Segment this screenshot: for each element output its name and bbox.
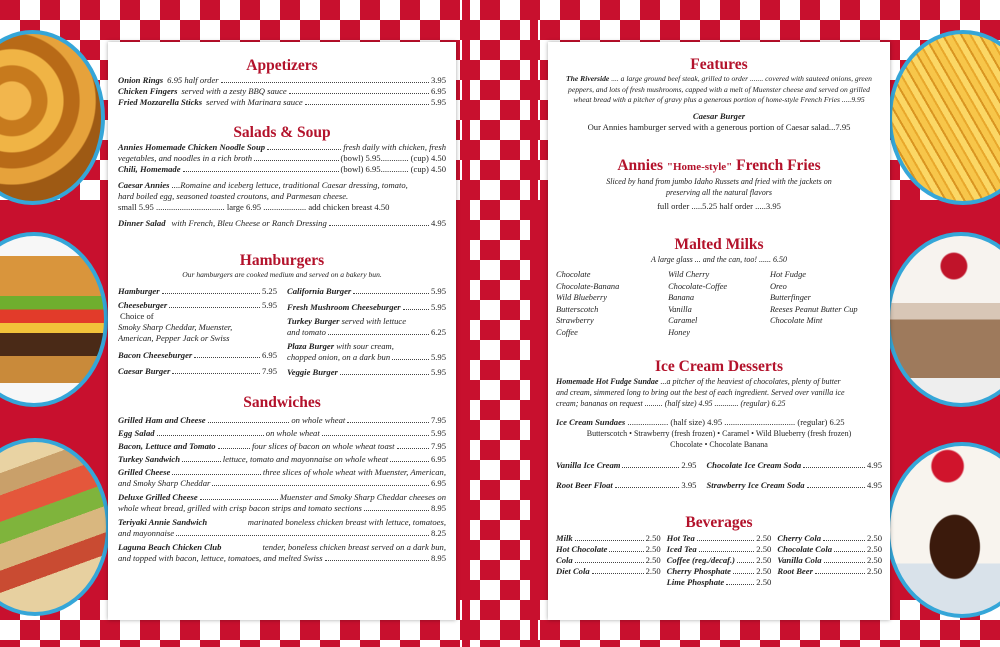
menu-item: [118, 454, 446, 465]
menu-item: [118, 218, 446, 229]
item-name: Cheeseburger: [118, 300, 168, 310]
choice-note: Smoky Sharp Cheddar, Muenster,: [118, 322, 233, 332]
item-name: Chocolate Cola: [777, 544, 833, 554]
item-name: Root Beer Float: [556, 480, 613, 490]
item-desc: with French, Bleu Cheese or Ranch Dressing: [171, 218, 327, 228]
item-desc: served with a zesty BBQ sauce: [181, 86, 287, 96]
flavor: Banana: [668, 293, 695, 303]
item-price: 2.50: [645, 533, 661, 543]
menu-item: [118, 86, 446, 97]
menu-item: [706, 460, 882, 471]
item-desc: and Smoky Sharp Cheddar: [118, 478, 211, 488]
fries-title: [556, 157, 882, 176]
choice-note: American, Pepper Jack or Swiss: [118, 333, 230, 343]
ice-cream-title: Ice Cream Desserts: [655, 358, 783, 375]
menu-item: [556, 566, 661, 577]
item-price: 6.95: [430, 454, 447, 464]
menu-item: [118, 467, 446, 478]
item-desc: ....Romaine and iceberg lettuce, traditional Caesar dressing, tomato,: [171, 180, 408, 190]
item-price: small 5.95 ................................ large 6.95 .................... add chicken breast 4.50: [118, 202, 390, 212]
menu-item: [118, 542, 446, 553]
item-desc: on whole wheat: [265, 428, 320, 438]
item-desc: ...a pitcher of the heaviest of chocolates, plenty of butter: [660, 377, 841, 386]
menu-item: [556, 480, 696, 491]
menu-item: [287, 341, 446, 352]
item-price: 4.95: [430, 218, 446, 228]
item-name: Onion Rings: [118, 75, 164, 85]
item-name: Milk: [556, 533, 573, 543]
sandwiches-title: Sandwiches: [243, 394, 321, 411]
item-price: 4.95: [866, 480, 882, 490]
hamburgers-title: Hamburgers: [239, 252, 325, 269]
item-name: Root Beer: [777, 566, 813, 576]
item-name: Vanilla Cola: [777, 555, 822, 565]
item-price: 2.50: [866, 533, 883, 543]
malts-title: Malted Milks: [674, 236, 764, 253]
flavor: Honey: [668, 327, 690, 337]
flavor: Chocolate Mint: [769, 316, 823, 326]
item-price: 2.50: [645, 544, 661, 554]
item-price: 6.95: [430, 86, 446, 96]
menu-item: [556, 417, 882, 428]
item-desc: hard boiled egg, seasoned toasted croutons, and Parmesan cheese.: [118, 191, 349, 201]
item-name: Caesar Burger: [118, 366, 171, 376]
menu-item: [667, 544, 772, 555]
menu-item: [777, 566, 882, 577]
beverages-title: Beverages: [685, 514, 753, 531]
item-name: Cola: [556, 555, 573, 565]
menu-item: [118, 553, 446, 564]
item-desc: lettuce, tomato and mayonnaise on whole wheat: [222, 454, 389, 464]
menu-item: [556, 376, 882, 387]
menu-item: [287, 302, 446, 313]
item-desc: preserving all the natural flavors: [666, 188, 772, 197]
features-title: Features: [690, 56, 748, 73]
menu-item: [118, 492, 446, 503]
item-price: 5.95: [430, 286, 446, 296]
item-desc: served with lettuce: [341, 316, 407, 326]
item-price: 6.25: [430, 327, 446, 337]
item-name: Ice Cream Sundaes: [556, 417, 626, 427]
item-desc: Butterscotch • Strawberry (fresh frozen) • Caramel • Wild Blueberry (fresh frozen): [586, 429, 852, 438]
item-name: Diet Cola: [556, 566, 590, 576]
item-desc: marinated boneless chicken breast with lettuce, tomatoes,: [247, 517, 446, 527]
item-price: ................... (half size) 4.95 ................................. (regular) 6.25: [627, 417, 845, 427]
item-price: 5.25: [261, 286, 277, 296]
item-price: 7.95: [430, 441, 446, 451]
menu-item: [287, 327, 446, 338]
item-price: (bowl) 6.95............. (cup) 4.50: [340, 164, 446, 174]
item-name: Bacon, Lettuce and Tomato: [118, 441, 216, 451]
item-name: Grilled Ham and Cheese: [118, 415, 206, 425]
flavor: Coffee: [556, 327, 578, 337]
french-fries-photo: [888, 30, 1000, 205]
item-price: 2.50: [866, 555, 883, 565]
item-name: Coffee (reg./decaf.): [666, 555, 735, 565]
item-name: Fresh Mushroom Cheeseburger: [287, 302, 401, 312]
item-desc: and mayonnaise: [118, 528, 175, 538]
item-desc: chopped onion, on a dark bun: [287, 352, 391, 362]
ice-cream-section: [556, 358, 882, 491]
item-desc: and topped with bacon, lettuce, tomatoes, and melted Swiss: [118, 553, 323, 563]
item-name: Hot Chocolate: [556, 544, 608, 554]
menu-item: [118, 164, 446, 175]
menu-item: [118, 153, 446, 164]
item-desc: wheat bread with a pitcher of gravy plus a generous portion of home-style French Fries .....9.95: [573, 95, 865, 104]
appetizers-section: [118, 57, 446, 108]
item-desc: Our Annies hamburger served with a generous portion of Caesar salad...7.95: [587, 121, 851, 132]
item-desc: served with Marinara sauce: [206, 97, 303, 107]
item-price: 2.50: [756, 555, 772, 565]
item-desc: 6.95 half order: [167, 75, 219, 85]
menu-item: [118, 75, 446, 86]
flavor: Wild Cherry: [668, 270, 710, 279]
menu-item: [118, 97, 446, 108]
menu-item: [118, 415, 446, 426]
right-menu-panel: [548, 42, 890, 620]
item-name: Annies Homemade Chicken Noodle Soup: [118, 142, 266, 152]
item-price: 5.95: [430, 302, 446, 312]
item-desc: .... a large ground beef steak, grilled to order ....... covered with sauteed onions, green: [611, 74, 872, 83]
malts-flavors: [556, 269, 882, 339]
item-price: 5.95: [430, 428, 447, 438]
item-price: 2.50: [866, 566, 883, 576]
item-name: Dinner Salad: [118, 218, 166, 228]
item-desc: Sliced by hand from jumbo Idaho Russets and fried with the jackets on: [606, 177, 832, 186]
menu-item: [118, 428, 446, 439]
salads-section: [118, 124, 446, 229]
item-desc: cream; bananas on request ......... (half size) 4.95 ............ (regular) 6.25: [556, 399, 786, 408]
menu-item: [667, 533, 772, 544]
flavor: Vanilla: [668, 304, 692, 314]
flavor: Butterscotch: [556, 304, 599, 314]
item-price: 2.50: [756, 577, 772, 587]
menu-item: [287, 367, 446, 378]
item-price: 2.50: [756, 544, 772, 554]
menu-item: [118, 180, 446, 191]
item-price: 2.50: [756, 566, 772, 576]
menu-item: [777, 533, 882, 544]
item-desc: Chocolate • Chocolate Banana: [670, 440, 768, 449]
item-name: Chili, Homemade: [118, 164, 181, 174]
menu-item: [667, 566, 772, 577]
menu-item: [777, 544, 882, 555]
fries-title-a: Annies: [617, 157, 667, 174]
menu-item: [777, 555, 882, 566]
item-price: 6.95: [261, 350, 277, 360]
malts-section: [556, 236, 882, 339]
item-price: 2.50: [756, 533, 772, 543]
item-price: 6.95: [430, 478, 446, 488]
appetizers-title: Appetizers: [246, 57, 318, 74]
item-price: 2.50: [645, 555, 661, 565]
item-name: Lime Phosphate: [666, 577, 725, 587]
menu-item: [556, 544, 661, 555]
item-price: 2.50: [866, 544, 883, 554]
item-name: Laguna Beach Chicken Club: [118, 542, 222, 552]
item-name: Chicken Fingers: [118, 86, 178, 96]
item-desc: vegetables, and noodles in a rich broth: [118, 153, 253, 163]
menu-item: [118, 528, 446, 539]
item-name: Homemade Hot Fudge Sundae: [556, 377, 659, 386]
item-name: Vanilla Ice Cream: [556, 460, 621, 470]
salads-title: Salads & Soup: [233, 124, 331, 141]
item-price: 8.25: [430, 528, 446, 538]
onion-rings-photo: [0, 30, 105, 205]
flavor: Reeses Peanut Butter Cup: [769, 304, 858, 314]
item-name: Hot Tea: [666, 533, 695, 543]
item-desc: tender, boneless chicken breast served on a dark bun,: [262, 542, 446, 552]
flavor: Caramel: [668, 316, 698, 326]
item-name: Deluxe Grilled Cheese: [118, 492, 198, 502]
menu-item: [118, 142, 446, 153]
item-name: Chocolate Ice Cream Soda: [706, 460, 802, 470]
flavor: Chocolate-Coffee: [668, 281, 728, 291]
features-section: [556, 56, 882, 133]
item-price: 5.95: [430, 367, 446, 377]
item-desc: and tomato: [287, 327, 326, 337]
menu-item: [118, 441, 446, 452]
fries-title-c: French Fries: [732, 157, 821, 174]
fries-title-b: "Home-style": [666, 161, 733, 173]
menu-item: [556, 460, 696, 471]
flavor: Oreo: [769, 281, 787, 291]
item-name: Caesar Annies: [118, 180, 170, 190]
menu-item: [118, 478, 446, 489]
item-name: Egg Salad: [118, 428, 155, 438]
item-price: 7.95: [261, 366, 277, 376]
item-price: 2.95: [681, 460, 697, 470]
menu-item: [118, 517, 446, 528]
item-price: 5.95: [261, 300, 277, 310]
item-desc: and cream, simmered long to bring out the best of each ingredient. Served over vanilla ice: [556, 388, 845, 397]
menu-item: [118, 366, 277, 377]
item-desc: fresh daily with chicken, fresh: [343, 142, 446, 152]
item-price: 8.95: [430, 503, 446, 513]
fries-section: [556, 157, 882, 212]
menu-item: [118, 350, 277, 361]
sandwiches-section: [118, 394, 446, 564]
left-menu-panel: [108, 42, 456, 620]
item-price: 8.95: [430, 553, 446, 563]
menu-item: [287, 286, 446, 297]
item-name: Iced Tea: [666, 544, 697, 554]
item-price: 4.95: [866, 460, 882, 470]
menu-item: [667, 577, 772, 588]
malts-note: A large glass ... and the can, too! ...... 6.50: [651, 255, 787, 264]
center-divider-right: [530, 0, 538, 647]
item-name: Fried Mozzarella Sticks: [118, 97, 203, 107]
item-name: Cherry Cola: [777, 533, 822, 543]
item-desc: peppers, and lots of fresh mushrooms, capped with a melt of Muenster cheese and served on grilled: [568, 84, 870, 94]
item-price: 3.95: [681, 480, 697, 490]
menu-item: [287, 352, 446, 363]
menu-item: [556, 74, 882, 85]
item-desc: four slices of bacon on whole wheat toast: [252, 441, 395, 451]
menu-item: [556, 533, 661, 544]
item-name: Hamburger: [118, 286, 160, 296]
item-name: Veggie Burger: [287, 367, 338, 377]
item-name: Teriyaki Annie Sandwich: [118, 517, 208, 527]
item-name: California Burger: [287, 286, 352, 296]
flavor: Butterfinger: [769, 293, 811, 303]
item-price: 2.50: [645, 566, 661, 576]
menu-item: [118, 286, 277, 297]
choice-note: Choice of: [120, 311, 154, 321]
item-desc: on whole wheat: [291, 415, 346, 425]
item-name: Caesar Burger: [692, 110, 746, 121]
item-price: 7.95: [430, 415, 447, 425]
item-desc: Muenster and Smoky Sharp Cheddar cheeses on: [279, 492, 446, 502]
menu-item: [706, 480, 882, 491]
item-name: Plaza Burger: [287, 341, 335, 351]
item-name: Bacon Cheeseburger: [118, 350, 193, 360]
flavor: Chocolate-Banana: [556, 281, 620, 291]
menu-item: [556, 555, 661, 566]
hamburgers-section: [118, 252, 446, 378]
item-price: 3.95: [430, 75, 446, 85]
flavor: Hot Fudge: [769, 270, 806, 279]
flavor: Chocolate: [556, 270, 591, 279]
item-desc: three slices of whole wheat with Muenster, American,: [262, 467, 446, 477]
center-divider: [462, 0, 470, 647]
item-name: Turkey Burger: [287, 316, 340, 326]
item-name: The Riverside: [566, 74, 610, 83]
item-price: full order .....5.25 half order .....3.95: [657, 201, 781, 211]
menu-item: [287, 316, 446, 327]
menu-item: [118, 503, 446, 514]
item-name: Cherry Phosphate: [666, 566, 731, 576]
item-name: Grilled Cheese: [118, 467, 171, 477]
item-desc: whole wheat bread, grilled with crisp bacon strips and tomato sections: [118, 503, 362, 513]
item-price: 5.95: [430, 352, 446, 362]
item-name: Strawberry Ice Cream Soda: [706, 480, 805, 490]
beverages-section: [556, 514, 882, 588]
menu-item: [118, 300, 277, 311]
item-price: (bowl) 5.95............. (cup) 4.50: [340, 153, 446, 163]
flavor: Strawberry: [556, 316, 594, 326]
item-price: 5.95: [430, 97, 446, 107]
hamburgers-note: Our hamburgers are cooked medium and served on a bakery bun.: [182, 270, 382, 279]
item-name: Turkey Sandwich: [118, 454, 180, 464]
item-desc: with sour cream,: [336, 341, 394, 351]
menu-item: [667, 555, 772, 566]
flavor: Wild Blueberry: [556, 293, 607, 303]
